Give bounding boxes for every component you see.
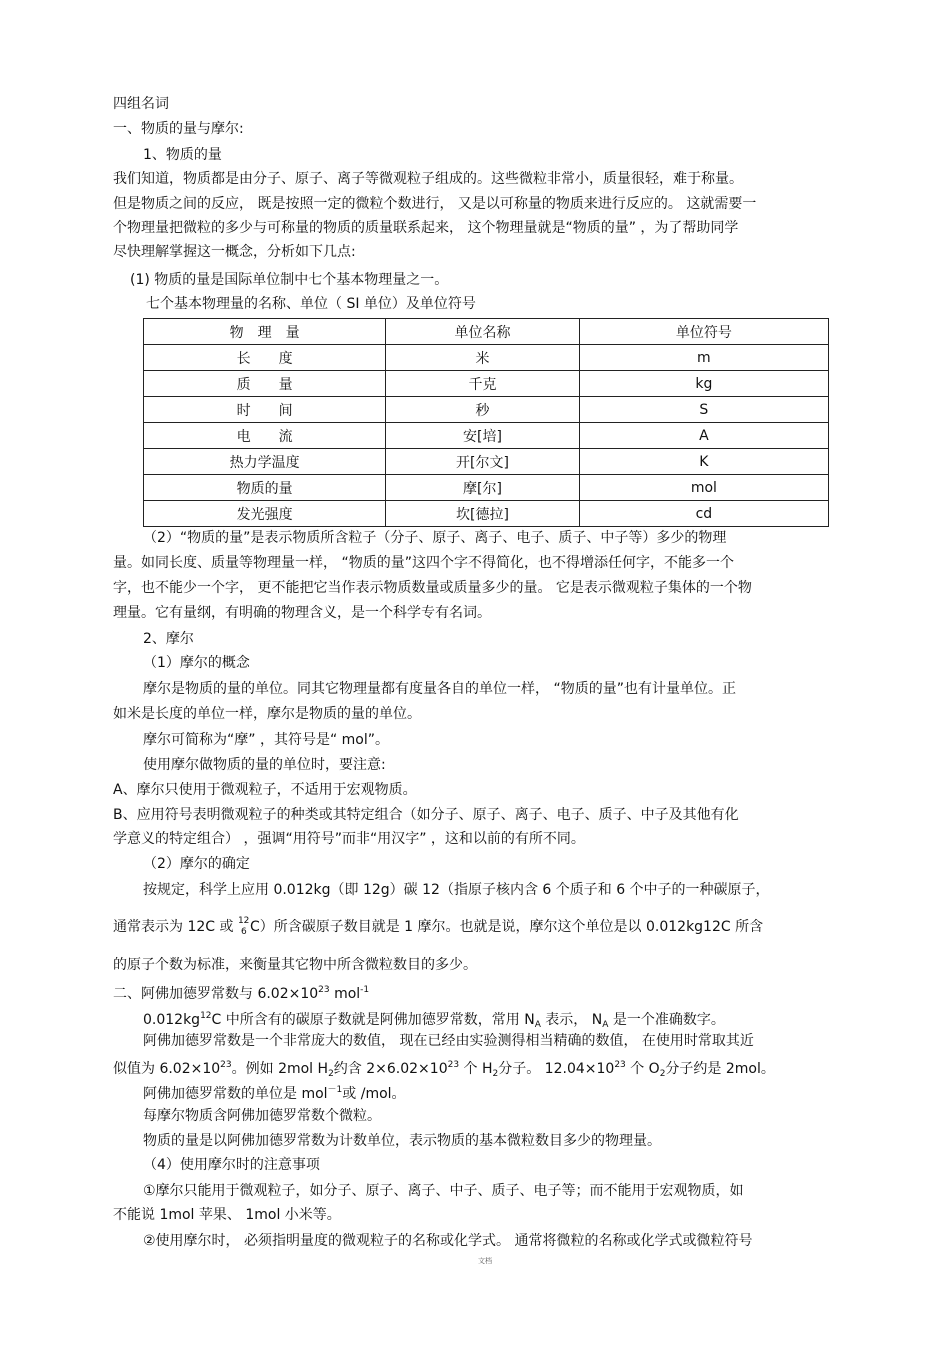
superscript: 23: [220, 1060, 232, 1070]
table-cell: 摩[尔]: [386, 475, 579, 501]
superscript: 12: [200, 1011, 212, 1021]
superscript: 23: [318, 985, 330, 995]
subscript: A: [534, 1020, 541, 1030]
table-cell: K: [579, 449, 828, 475]
carbon-isotope-notation: [238, 917, 250, 937]
section1-title: 一、物质的量与摩尔:: [113, 121, 244, 137]
note-2: ②使用摩尔时， 必须指明量度的微观粒子的名称或化学式。 通常将微粒的名称或化学式或微粒符号: [143, 1233, 753, 1249]
paragraph: 摩尔是物质的量的单位。同其它物理量都有度量各自的单位一样， “物质的量”也有计量单位。正: [143, 681, 736, 697]
table-cell: 米: [386, 345, 579, 371]
superscript: -1: [360, 985, 370, 995]
text-span: 或 /mol。: [342, 1086, 406, 1102]
paragraph: 的原子个数为标准，来衡量其它物中所含微粒数目的多少。: [113, 957, 477, 973]
paragraph: [143, 1080, 406, 1104]
text-span: 通常表示为 12C 或: [113, 919, 234, 935]
paragraph: 每摩尔物质含阿佛加德罗常数个微粒。: [143, 1108, 381, 1124]
table-cell: 电 流: [144, 423, 386, 449]
paragraph: 个物理量把微粒的多少与可称量的物质的质量联系起来， 这个物理量就是“物质的量” ，为了帮助同学: [113, 220, 739, 236]
section2-title: [113, 980, 369, 1004]
subsection-amount-of-substance: 1、物质的量: [143, 147, 222, 163]
paragraph: 阿佛加德罗常数是一个非常庞大的数值， 现在已经由实验测得相当精确的数值， 在使用时常取其近: [143, 1033, 754, 1049]
paragraph: 量。如同长度、质量等物理量一样， “物质的量”这四个字不得简化，也不得增添任何字，不能多一个: [113, 555, 734, 571]
table-cell: 秒: [386, 397, 579, 423]
subscript: 2: [659, 1069, 666, 1079]
text-span: 分子。 12.04×10: [498, 1061, 615, 1077]
table-caption: 七个基本物理量的名称、单位（ SI 单位）及单位符号: [146, 296, 476, 312]
text-span: 二、阿佛加德罗常数与 6.02×10: [113, 986, 319, 1002]
note-a: A、摩尔只使用于微观粒子，不适用于宏观物质。: [113, 782, 417, 798]
table-cell: 发光强度: [144, 501, 386, 527]
table-row: [144, 345, 829, 371]
subscript: 2: [328, 1069, 334, 1079]
text-span: C 中所含有的碳原子数就是阿佛加德罗常数，常用 N: [211, 1012, 535, 1028]
text-span: 0.012kg: [143, 1012, 201, 1028]
text-span: 约含 2×6.02×10: [333, 1061, 448, 1077]
note-1: ①摩尔只能用于微观粒子，如分子、原子、离子、中子、质子、电子等；而不能用于宏观物质，如: [143, 1183, 744, 1199]
paragraph: 摩尔可简称为“摩” ，其符号是“ mol”。: [143, 732, 390, 748]
text-span: 似值为 6.02×10: [113, 1061, 221, 1077]
point-1: (1) 物质的量是国际单位制中七个基本物理量之一。: [130, 272, 449, 288]
table-cell: 时 间: [144, 397, 386, 423]
table-cell: m: [579, 345, 828, 371]
table-header: 物 理 量: [144, 319, 386, 345]
subsection-mole: 2、摩尔: [143, 631, 194, 647]
paragraph: 不能说 1mol 苹果、 1mol 小米等。: [113, 1207, 341, 1223]
table-cell: 坎[德拉]: [386, 501, 579, 527]
text-span: 是一个准确数字。: [608, 1012, 725, 1028]
text-span: 个 O: [625, 1061, 660, 1077]
table-cell: S: [579, 397, 828, 423]
paragraph: 物质的量是以阿佛加德罗常数为计数单位，表示物质的基本微粒数目多少的物理量。: [143, 1133, 661, 1149]
paragraph: [113, 917, 763, 937]
table-cell: 安[培]: [386, 423, 579, 449]
table-row: [144, 501, 829, 527]
page-footer: 文档: [478, 1257, 492, 1265]
table-cell: 长 度: [144, 345, 386, 371]
paragraph: 使用摩尔做物质的量的单位时，要注意:: [143, 757, 386, 773]
table-row: [144, 397, 829, 423]
paragraph: 但是物质之间的反应， 既是按照一定的微粒个数进行， 又是以可称量的物质来进行反应的。 这就需要一: [113, 196, 757, 212]
mole-definition-title: （2）摩尔的确定: [143, 856, 250, 872]
table-cell: 开[尔文]: [386, 449, 579, 475]
table-row: [144, 449, 829, 475]
paragraph: 学意义的特定组合） ，强调“用符号”而非“用汉字” ，这和以前的有所不同。: [113, 831, 585, 847]
mole-concept-title: （1）摩尔的概念: [143, 655, 250, 671]
page-heading: 四组名词: [113, 96, 169, 112]
text-span: mol: [329, 986, 361, 1002]
subscript: 2: [492, 1069, 499, 1079]
table-cell: cd: [579, 501, 828, 527]
atomic-number: 6: [240, 927, 247, 937]
table-cell: 千克: [386, 371, 579, 397]
table-cell: 热力学温度: [144, 449, 386, 475]
text-span: 分子约是 2mol。: [665, 1061, 775, 1077]
table-cell: A: [579, 423, 828, 449]
point-2: （2）“物质的量”是表示物质所含粒子（分子、原子、离子、电子、质子、中子等）多少的物理: [143, 530, 727, 546]
table-cell: mol: [579, 475, 828, 501]
text-span: 。例如 2mol H: [231, 1061, 329, 1077]
table-header: 单位符号: [579, 319, 828, 345]
superscript: 23: [614, 1060, 626, 1070]
text-span: 表示， N: [540, 1012, 603, 1028]
paragraph: 尽快理解掌握这一概念，分析如下几点:: [113, 244, 356, 260]
superscript: －1: [327, 1085, 343, 1095]
superscript: 23: [447, 1060, 460, 1070]
si-units-table: [143, 318, 829, 527]
text-span: C）所含碳原子数目就是 1 摩尔。也就是说，摩尔这个单位是以 0.012kg12C 所含: [249, 919, 764, 935]
paragraph: 按规定，科学上应用 0.012kg（即 12g）碳 12（指原子核内含 6 个质子和 6 个中子的一种碳原子，: [143, 882, 770, 898]
paragraph: 理量。它有量纲，有明确的物理含义，是一个科学专有名词。: [113, 605, 491, 621]
text-span: 阿佛加德罗常数的单位是 mol: [143, 1086, 328, 1102]
paragraph: 字，也不能少一个字， 更不能把它当作表示物质数量或质量多少的量。 它是表示微观粒子集体的一个物: [113, 580, 752, 596]
text-span: 个 H: [459, 1061, 493, 1077]
table-cell: kg: [579, 371, 828, 397]
notes-title: （4）使用摩尔时的注意事项: [143, 1157, 320, 1173]
table-cell: 物质的量: [144, 475, 386, 501]
table-header: 单位名称: [386, 319, 579, 345]
table-header-row: [144, 319, 829, 345]
subscript: A: [602, 1020, 609, 1030]
note-b: B、应用符号表明微观粒子的种类或其特定组合（如分子、原子、离子、电子、质子、中子及其他有化: [113, 807, 739, 823]
table-cell: 质 量: [144, 371, 386, 397]
table-row: [144, 423, 829, 449]
paragraph: 如米是长度的单位一样，摩尔是物质的量的单位。: [113, 706, 421, 722]
table-row: [144, 475, 829, 501]
table-row: [144, 371, 829, 397]
mass-number: 12: [237, 916, 250, 926]
paragraph: 我们知道，物质都是由分子、原子、离子等微观粒子组成的。这些微粒非常小，质量很轻，难于称量。: [113, 171, 743, 187]
